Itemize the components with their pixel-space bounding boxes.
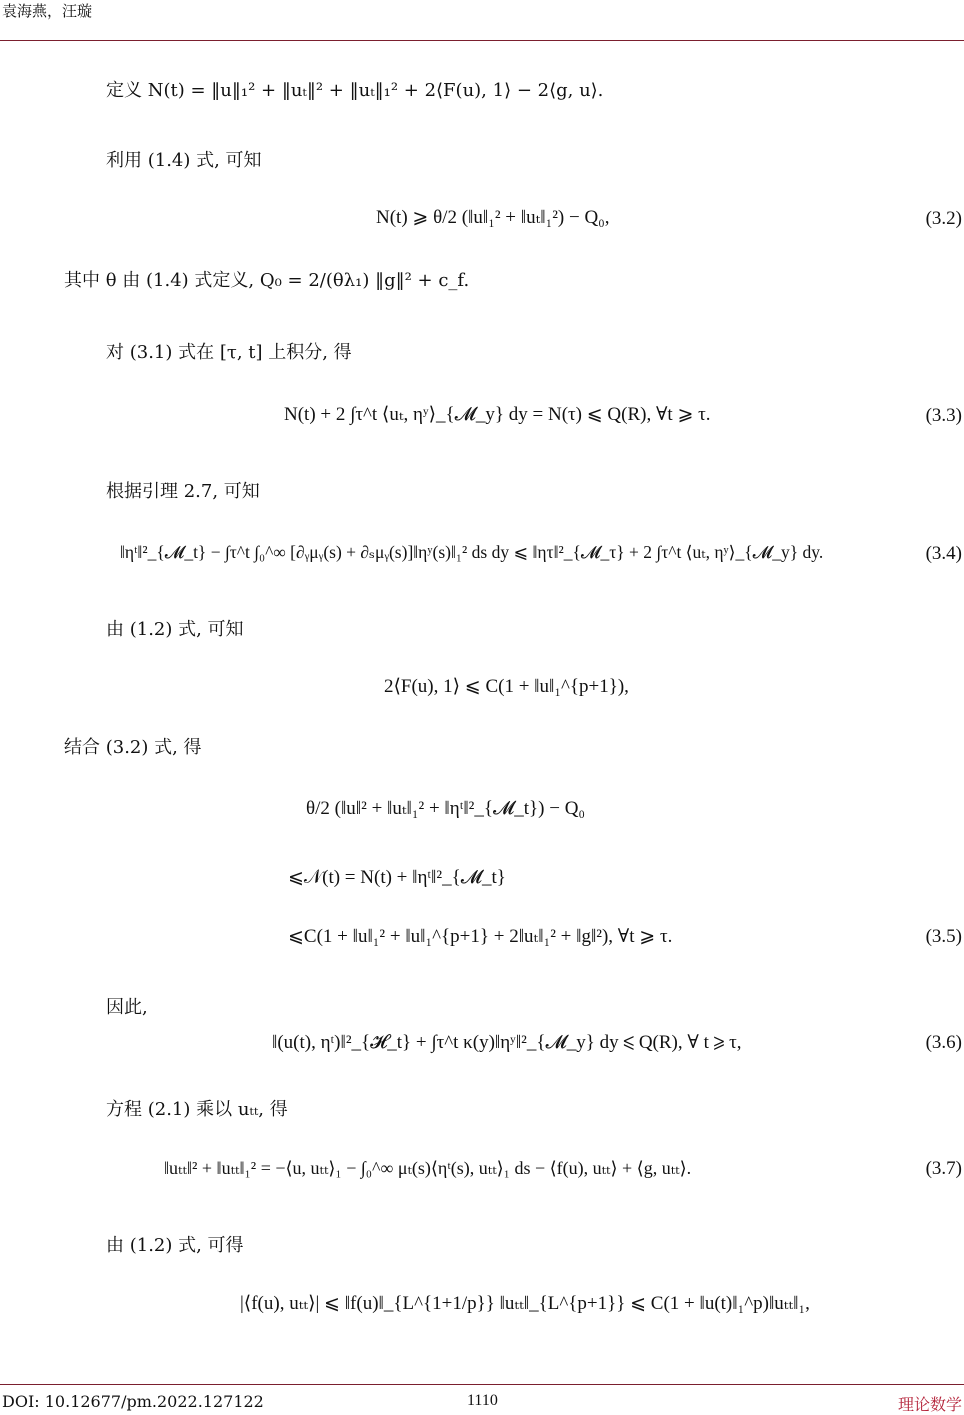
paragraph-lemma-2-7: 根据引理 2.7, 可知 bbox=[106, 481, 260, 502]
paragraph-combine-3-2: 结合 (3.2) 式, 得 bbox=[64, 737, 202, 758]
equation-3-2: N(t) ⩾ θ/2 (‖u‖₁² + ‖uₜ‖₁²) − Q₀, bbox=[376, 207, 610, 228]
equation-F-bound: 2⟨F(u), 1⟩ ⩽ C(1 + ‖u‖₁^{p+1}), bbox=[384, 676, 629, 697]
paragraph-using-1-4: 利用 (1.4) 式, 可知 bbox=[106, 150, 262, 171]
equation-number-3-4: (3.4) bbox=[925, 543, 962, 564]
running-authors: 袁海燕，汪璇 bbox=[2, 2, 93, 20]
equation-3-3: N(t) + 2 ∫τ^t ⟨uₜ, ηʸ⟩_{𝓜_y} dy = N(τ) ⩽ Q(R), ∀t ⩾ τ. bbox=[284, 404, 711, 425]
paragraph-multiply-utt: 方程 (2.1) 乘以 uₜₜ, 得 bbox=[106, 1099, 288, 1120]
paragraph-therefore: 因此, bbox=[106, 997, 148, 1018]
equation-number-3-2: (3.2) bbox=[925, 208, 962, 229]
journal-name: 理论数学 bbox=[897, 1395, 962, 1414]
equation-number-3-3: (3.3) bbox=[925, 405, 962, 426]
paragraph-integrate-3-1: 对 (3.1) 式在 [τ, t] 上积分, 得 bbox=[106, 342, 352, 363]
equation-3-5-line-1: θ/2 (‖u‖² + ‖uₜ‖₁² + ‖ηᵗ‖²_{𝓜_t}) − Q₀ bbox=[306, 798, 586, 819]
equation-number-3-7: (3.7) bbox=[925, 1158, 962, 1179]
equation-3-5-line-3: ⩽C(1 + ‖u‖₁² + ‖u‖₁^{p+1} + 2‖uₜ‖₁² + ‖g‖²), ∀t ⩾ τ. bbox=[288, 926, 673, 947]
paragraph-theta-definition: 其中 θ 由 (1.4) 式定义, Q₀ = 2/(θλ₁) ‖g‖² + c_f. bbox=[64, 270, 470, 291]
equation-3-4: ‖ηᵗ‖²_{𝓜_t} − ∫τ^t ∫₀^∞ [∂ᵧμᵧ(s) + ∂ₛμᵧ(s)]‖ηʸ(s)‖₁² ds dy ⩽ ‖ητ‖²_{𝓜_τ} + 2 ∫τ^t ⟨uₜ, ηʸ⟩_{𝓜_y} dy. bbox=[120, 542, 824, 562]
doi-link[interactable]: DOI: 10.12677/pm.2022.127122 bbox=[2, 1392, 264, 1411]
equation-3-6: ‖(u(t), ηᵗ)‖²_{𝓗_t} + ∫τ^t κ(y)‖ηʸ‖²_{𝓜_y} dy ⩽ Q(R), ∀ t ⩾ τ, bbox=[272, 1032, 742, 1053]
page-footer bbox=[0, 1384, 964, 1385]
equation-number-3-6: (3.6) bbox=[925, 1032, 962, 1053]
page-number: 1110 bbox=[467, 1392, 498, 1409]
paragraph-from-1-2-again: 由 (1.2) 式, 可得 bbox=[106, 1235, 244, 1256]
paragraph-define-N: 定义 N(t) = ‖u‖₁² + ‖uₜ‖² + ‖uₜ‖₁² + 2⟨F(u), 1⟩ − 2⟨g, u⟩. bbox=[106, 80, 604, 101]
paragraph-from-1-2: 由 (1.2) 式, 可知 bbox=[106, 619, 244, 640]
page-header bbox=[0, 0, 964, 40]
header-rule bbox=[0, 40, 964, 41]
equation-number-3-5: (3.5) bbox=[925, 926, 962, 947]
equation-3-7: ‖uₜₜ‖² + ‖uₜₜ‖₁² = −⟨u, uₜₜ⟩₁ − ∫₀^∞ μₜ(s)⟨ηᵗ(s), uₜₜ⟩₁ ds − ⟨f(u), uₜₜ⟩ + ⟨g, uₜₜ⟩. bbox=[164, 1158, 692, 1178]
equation-3-5-line-2: ⩽𝒩(t) = N(t) + ‖ηᵗ‖²_{𝓜_t} bbox=[288, 867, 506, 888]
equation-f-utt-bound: |⟨f(u), uₜₜ⟩| ⩽ ‖f(u)‖_{L^{1+1/p}} ‖uₜₜ‖_{L^{p+1}} ⩽ C(1 + ‖u(t)‖₁^p)‖uₜₜ‖₁, bbox=[240, 1293, 810, 1314]
